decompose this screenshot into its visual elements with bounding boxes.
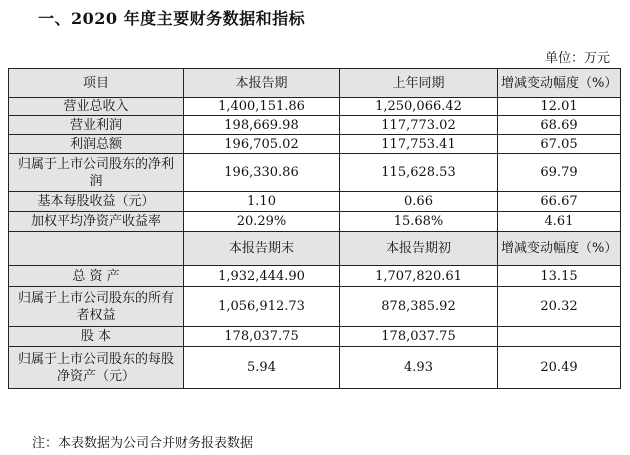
header-cell-prior-period: 上年同期 xyxy=(340,69,498,98)
cell-start-value: 4.93 xyxy=(340,347,498,389)
table-row xyxy=(9,98,621,116)
cell-change-value: 4.61 xyxy=(498,212,621,232)
table-row xyxy=(9,266,621,287)
header-cell-period-start: 本报告期初 xyxy=(340,232,498,266)
subheader-blank-cell xyxy=(9,232,184,266)
header-cell-item: 项目 xyxy=(9,69,184,98)
table-row xyxy=(9,116,621,135)
row-label: 营业利润 xyxy=(9,116,184,135)
row-label: 股 本 xyxy=(9,327,184,347)
cell-end-value: 1,932,444.90 xyxy=(184,266,340,287)
cell-change-value xyxy=(498,327,621,347)
cell-start-value: 878,385.92 xyxy=(340,287,498,327)
unit-label: 单位：万元 xyxy=(544,51,610,66)
cell-change-value: 68.69 xyxy=(498,116,621,135)
section-title: 一、2020 年度主要财务数据和指标 xyxy=(38,9,306,28)
cell-end-value: 178,037.75 xyxy=(184,327,340,347)
table-row xyxy=(9,327,621,347)
cell-current-value: 1,400,151.86 xyxy=(184,98,340,116)
cell-prior-value: 0.66 xyxy=(340,192,498,212)
table-row xyxy=(9,212,621,232)
table-row xyxy=(9,135,621,154)
row-label: 归属于上市公司股东的净利润 xyxy=(9,154,184,192)
row-label: 利润总额 xyxy=(9,135,184,154)
cell-prior-value: 15.68% xyxy=(340,212,498,232)
header-cell-change: 增减变动幅度（%） xyxy=(498,232,621,266)
cell-change-value: 20.32 xyxy=(498,287,621,327)
cell-current-value: 196,330.86 xyxy=(184,154,340,192)
row-label: 归属于上市公司股东的所有者权益 xyxy=(9,287,184,327)
cell-current-value: 20.29% xyxy=(184,212,340,232)
cell-prior-value: 117,753.41 xyxy=(340,135,498,154)
cell-end-value: 1,056,912.73 xyxy=(184,287,340,327)
header-cell-change: 增减变动幅度（%） xyxy=(498,69,621,98)
row-label: 加权平均净资产收益率 xyxy=(9,212,184,232)
cell-prior-value: 1,250,066.42 xyxy=(340,98,498,116)
table-row xyxy=(9,154,621,192)
table-subheader-row xyxy=(9,232,621,266)
financial-data-table xyxy=(8,68,621,389)
cell-current-value: 1.10 xyxy=(184,192,340,212)
cell-prior-value: 117,773.02 xyxy=(340,116,498,135)
table-row xyxy=(9,192,621,212)
cell-current-value: 196,705.02 xyxy=(184,135,340,154)
row-label: 总 资 产 xyxy=(9,266,184,287)
header-cell-current-period: 本报告期 xyxy=(184,69,340,98)
table-header-row xyxy=(9,69,621,98)
cell-change-value: 20.49 xyxy=(498,347,621,389)
cell-change-value: 69.79 xyxy=(498,154,621,192)
cell-start-value: 178,037.75 xyxy=(340,327,498,347)
cell-change-value: 12.01 xyxy=(498,98,621,116)
cell-change-value: 67.05 xyxy=(498,135,621,154)
row-label: 基本每股收益（元） xyxy=(9,192,184,212)
cell-prior-value: 115,628.53 xyxy=(340,154,498,192)
cell-end-value: 5.94 xyxy=(184,347,340,389)
table-footnote: 注：本表数据为公司合并财务报表数据 xyxy=(32,436,254,451)
cell-change-value: 13.15 xyxy=(498,266,621,287)
row-label: 归属于上市公司股东的每股净资产（元） xyxy=(9,347,184,389)
cell-change-value: 66.67 xyxy=(498,192,621,212)
table-row xyxy=(9,287,621,327)
header-cell-period-end: 本报告期末 xyxy=(184,232,340,266)
cell-current-value: 198,669.98 xyxy=(184,116,340,135)
table-row xyxy=(9,347,621,389)
row-label: 营业总收入 xyxy=(9,98,184,116)
cell-start-value: 1,707,820.61 xyxy=(340,266,498,287)
